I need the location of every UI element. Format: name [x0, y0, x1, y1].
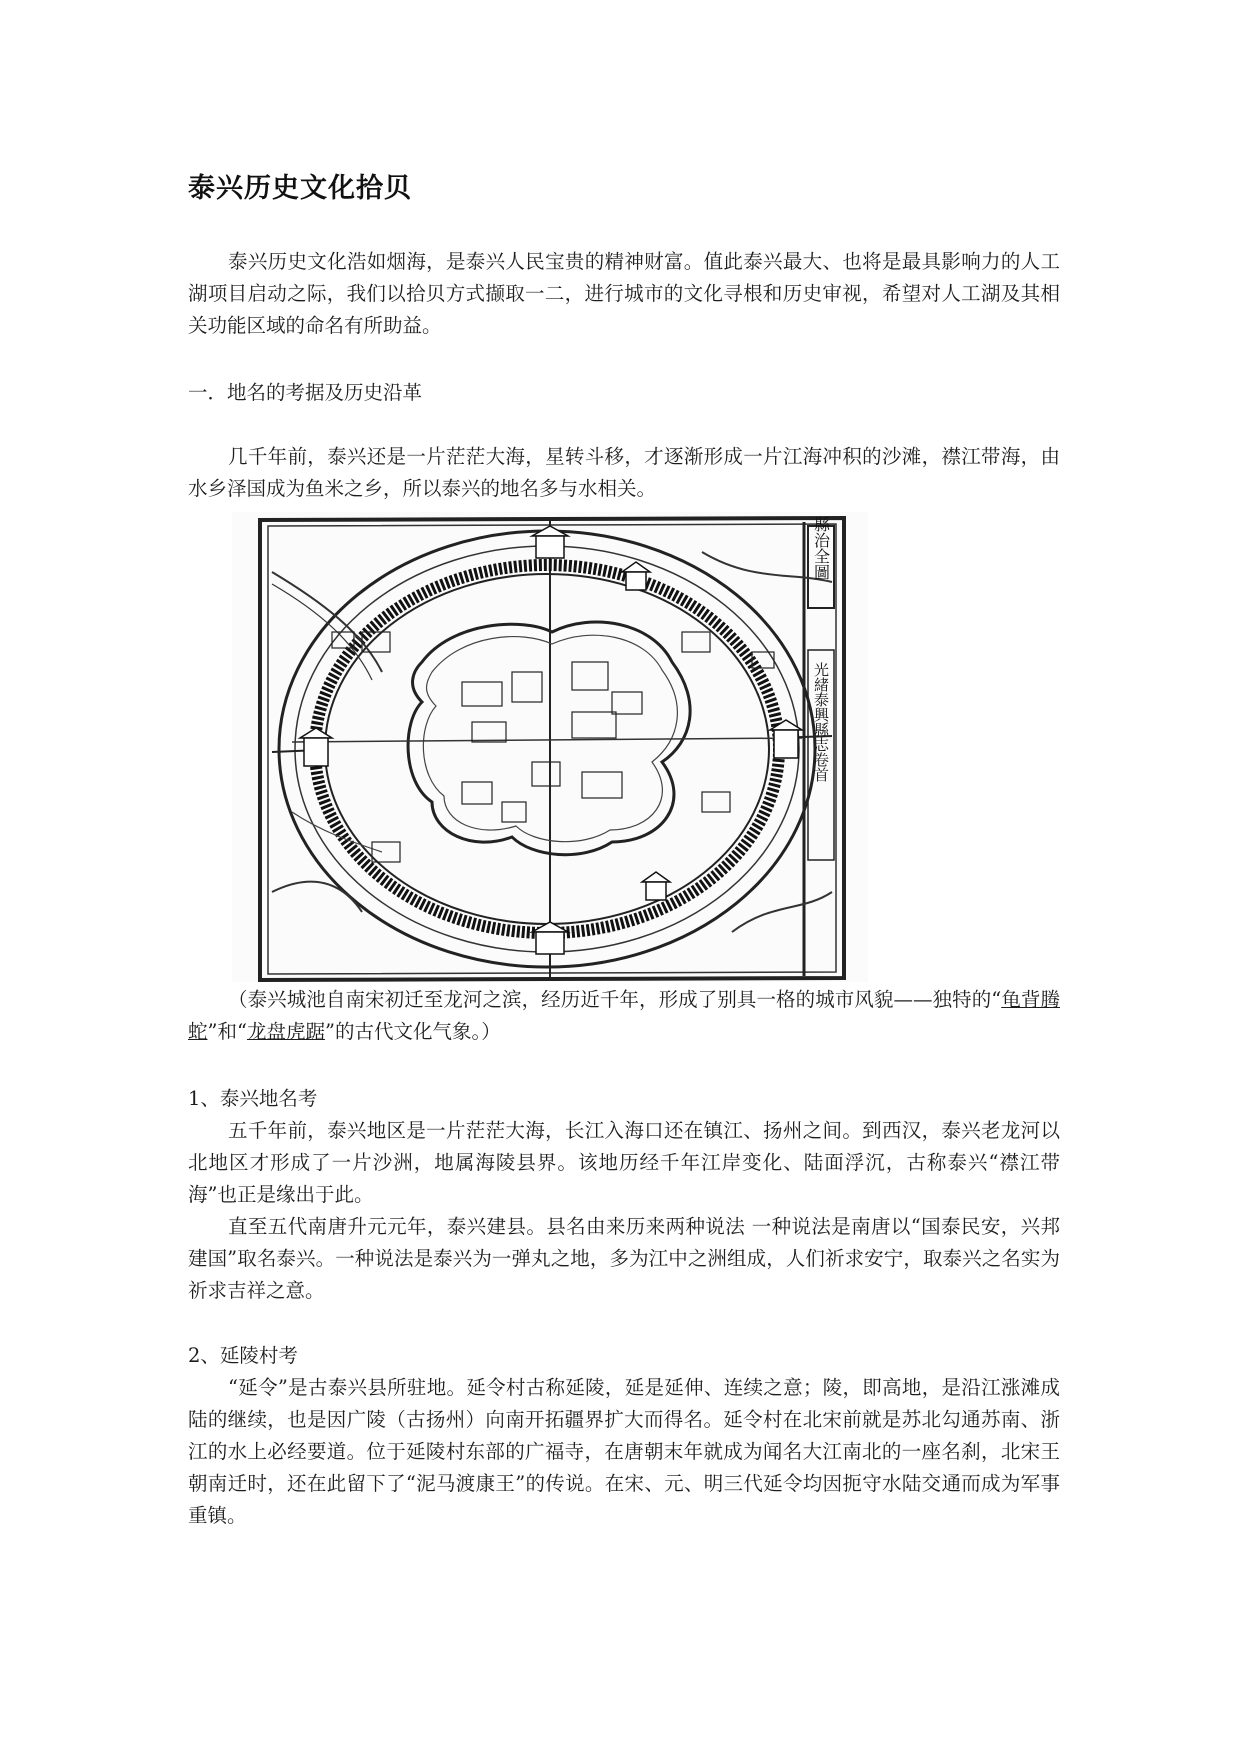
intro-paragraph: 泰兴历史文化浩如烟海，是泰兴人民宝贵的精神财富。值此泰兴最大、也将是最具影响力的人工湖项目启动之际，我们以拾贝方式撷取一二，进行城市的文化寻根和历史审视，希望对人工湖及其相关功能区域的命名有所助益。	[188, 250, 1060, 337]
historical-city-map	[232, 512, 868, 982]
caption-post: ”的古代文化气象。）	[324, 1020, 501, 1043]
caption-pre: （泰兴城池自南宋初迁至龙河之滨，经历近千年，形成了别具一格的城市风貌——独特的“	[228, 988, 1002, 1011]
document-title: 泰兴历史文化拾贝	[188, 173, 412, 204]
section-heading-1: 一．地名的考据及历史沿革	[188, 381, 423, 404]
caption-term-1: 龟背腾蛇	[188, 988, 1060, 1043]
map-caption	[188, 984, 1060, 1048]
sub2-paragraph-1: “延令”是古泰兴县所驻地。延令村古称延陵，延是延伸、连续之意；陵，即高地，是沿江涨滩成陆的继续，也是因广陵（古扬州）向南开拓疆界扩大而得名。延令村在北宋前就是苏北勾通苏南、浙江的水上必经要道。位于延陵村东部的广福寺，在唐朝末年就成为闻名大江南北的一座名刹，北宋王朝南迁时，还在此留下了“泥马渡康王”的传说。在宋、元、明三代延令均因扼守水陆交通而成为军事重镇。	[188, 1376, 1060, 1527]
sub1-paragraph-1: 五千年前，泰兴地区是一片茫茫大海，长江入海口还在镇江、扬州之间。到西汉，泰兴老龙河以北地区才形成了一片沙洲，地属海陵县界。该地历经千年江岸变化、陆面浮沉，古称泰兴“襟江带海”也正是缘出于此。	[188, 1119, 1060, 1206]
map-label-side: 光緒泰興縣志卷首	[812, 662, 830, 782]
caption-mid: ”和“	[207, 1020, 247, 1043]
section1-paragraph: 几千年前，泰兴还是一片茫茫大海，星转斗移，才逐渐形成一片江海冲积的沙滩，襟江带海，由水乡泽国成为鱼米之乡，所以泰兴的地名多与水相关。	[188, 445, 1060, 500]
caption-term-2: 龙盘虎踞	[246, 1020, 325, 1043]
map-label-top: 縣治全圖	[811, 516, 831, 580]
sub1-paragraph-2: 直至五代南唐升元元年，泰兴建县。县名由来历来两种说法 一种说法是南唐以“国泰民安，兴邦建国”取名泰兴。一种说法是泰兴为一弹丸之地，多为江中之洲组成，人们祈求安宁，取泰兴之名实为祈求吉祥之意。	[188, 1215, 1060, 1302]
subsection-heading-2: 2、延陵村考	[188, 1344, 298, 1367]
subsection-heading-1: 1、泰兴地名考	[188, 1087, 318, 1110]
city-map-illustration	[232, 512, 868, 982]
